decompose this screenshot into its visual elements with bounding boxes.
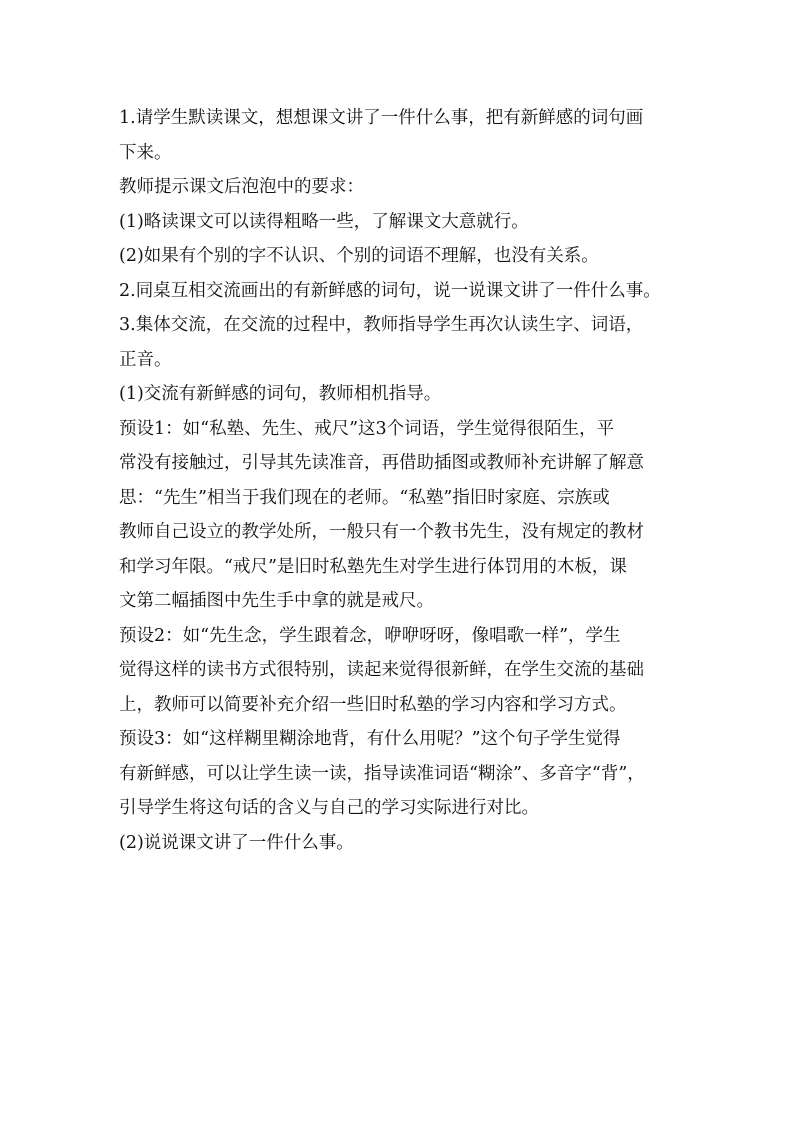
- text-line: 觉得这样的读书方式很特别，读起来觉得很新鲜，在学生交流的基础: [119, 660, 644, 680]
- text-line: 下来。: [119, 142, 172, 163]
- text-line: 正音。: [119, 349, 172, 370]
- text-line: 引导学生将这句话的含义与自己的学习实际进行对比。: [119, 798, 539, 818]
- text-line: 教师提示课文后泡泡中的要求：: [119, 177, 364, 197]
- text-line: (1)略读课文可以读得粗略一些，了解课文大意就行。: [119, 211, 529, 232]
- text-line: (2)如果有个别的字不认识、个别的词语不理解，也没有关系。: [119, 246, 599, 266]
- text-line: 常没有接触过，引导其先读准音，再借助插图或教师补充讲解了解意: [119, 453, 644, 473]
- text-line: 上，教师可以简要补充介绍一些旧时私塾的学习内容和学习方式。: [119, 694, 627, 715]
- text-line: (2)说说课文讲了一件什么事。: [119, 832, 354, 853]
- text-line: 1.请学生默读课文，想想课文讲了一件什么事，把有新鲜感的词句画: [119, 108, 644, 128]
- text-line: 3.集体交流，在交流的过程中，教师指导学生再次认读生字、词语，: [119, 315, 644, 335]
- text-line: 预设1：如“私塾、先生、戒尺”这3个词语，学生觉得很陌生，平: [119, 418, 615, 439]
- text-line: 和学习年限。“戒尺”是旧时私塾先生对学生进行体罚用的木板，课: [119, 556, 627, 577]
- text-line: 有新鲜感，可以让学生读一读，指导读准词语“糊涂”、多音字“背”，: [119, 763, 645, 784]
- text-line: 预设3：如“这样糊里糊涂地背，有什么用呢？”这个句子学生觉得: [119, 729, 621, 749]
- text-line: 预设2：如“先生念，学生跟着念，咿咿呀呀，像唱歌一样”，学生: [119, 625, 621, 646]
- text-line: 教师自己设立的教学处所，一般只有一个教书先生，没有规定的教材: [119, 522, 644, 542]
- text-line: 文第二幅插图中先生手中拿的就是戒尺。: [119, 591, 434, 611]
- text-line: (1)交流有新鲜感的词句，教师相机指导。: [119, 384, 442, 404]
- text-line: 思：“先生”相当于我们现在的老师。“私塾”指旧时家庭、宗族或: [119, 487, 610, 508]
- body-text: [119, 101, 679, 860]
- text-line: 2.同桌互相交流画出的有新鲜感的词句，说一说课文讲了一件什么事。: [119, 280, 661, 301]
